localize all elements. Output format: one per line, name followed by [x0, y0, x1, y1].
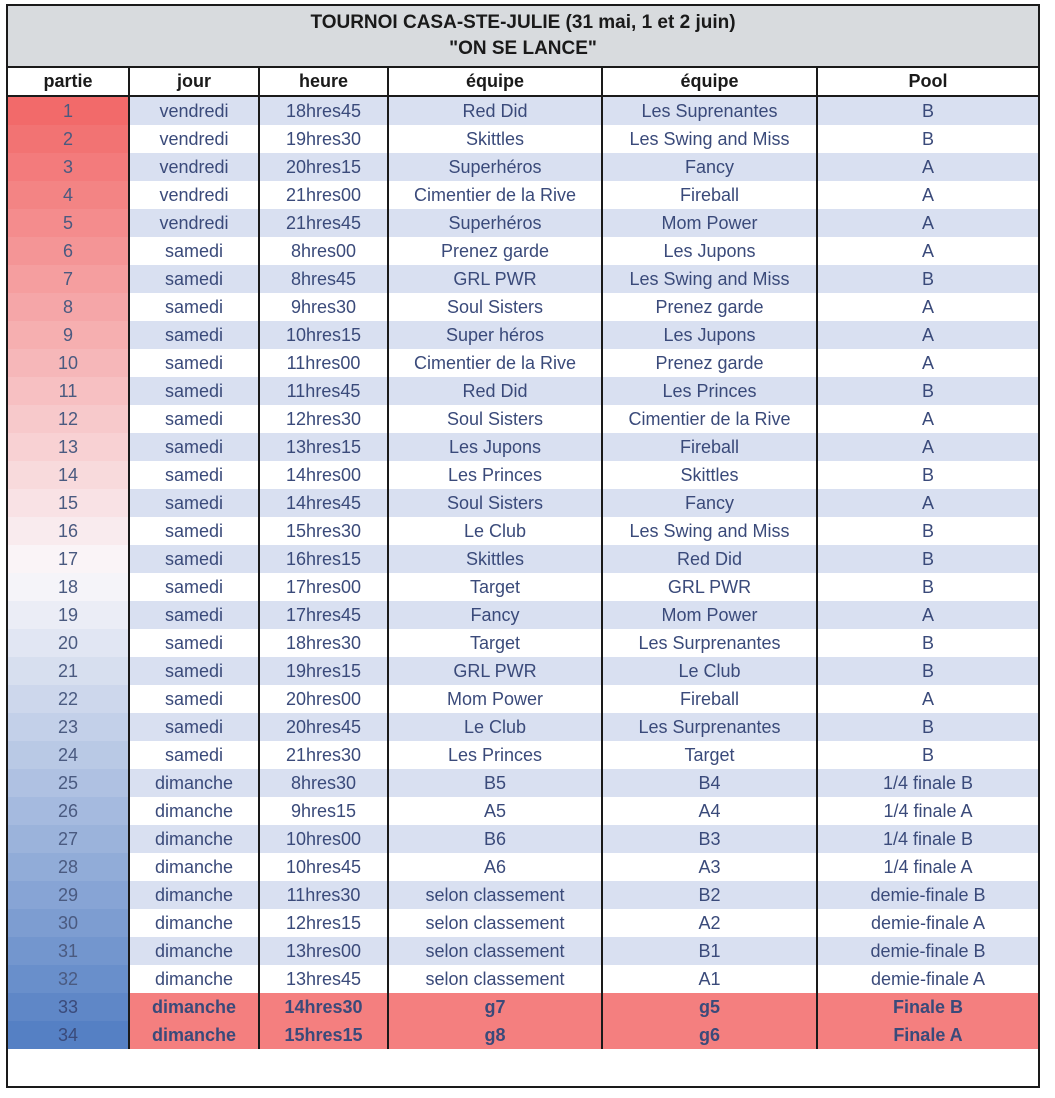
cell-partie: 24	[8, 741, 129, 769]
cell-pool: 1/4 finale B	[817, 769, 1038, 797]
cell-equipe-2: Red Did	[602, 545, 817, 573]
cell-equipe-2: Skittles	[602, 461, 817, 489]
cell-heure: 8hres45	[259, 265, 388, 293]
cell-equipe-2: Fireball	[602, 685, 817, 713]
cell-equipe-2: Mom Power	[602, 601, 817, 629]
cell-partie: 21	[8, 657, 129, 685]
cell-heure: 21hres30	[259, 741, 388, 769]
cell-pool: A	[817, 349, 1038, 377]
cell-heure: 21hres00	[259, 181, 388, 209]
cell-heure: 18hres45	[259, 96, 388, 125]
table-row	[8, 125, 1038, 153]
cell-partie: 23	[8, 713, 129, 741]
table-row	[8, 629, 1038, 657]
cell-jour: dimanche	[129, 881, 259, 909]
cell-pool: demie-finale A	[817, 909, 1038, 937]
cell-pool: A	[817, 489, 1038, 517]
cell-jour: vendredi	[129, 181, 259, 209]
cell-equipe-2: Target	[602, 741, 817, 769]
cell-equipe-2: B3	[602, 825, 817, 853]
cell-jour: dimanche	[129, 825, 259, 853]
cell-jour: samedi	[129, 377, 259, 405]
table-row	[8, 405, 1038, 433]
cell-partie: 27	[8, 825, 129, 853]
cell-pool: A	[817, 237, 1038, 265]
cell-jour: samedi	[129, 629, 259, 657]
cell-jour: samedi	[129, 349, 259, 377]
cell-partie: 3	[8, 153, 129, 181]
cell-heure: 8hres30	[259, 769, 388, 797]
cell-partie: 9	[8, 321, 129, 349]
cell-equipe-1: Target	[388, 573, 602, 601]
cell-equipe-1: Superhéros	[388, 209, 602, 237]
table-row	[8, 349, 1038, 377]
cell-heure: 17hres45	[259, 601, 388, 629]
cell-equipe-1: Mom Power	[388, 685, 602, 713]
cell-equipe-1: g7	[388, 993, 602, 1021]
cell-heure: 14hres00	[259, 461, 388, 489]
cell-jour: dimanche	[129, 993, 259, 1021]
cell-equipe-1: Soul Sisters	[388, 489, 602, 517]
cell-pool: A	[817, 601, 1038, 629]
cell-equipe-2: Prenez garde	[602, 349, 817, 377]
cell-heure: 12hres15	[259, 909, 388, 937]
cell-equipe-2: B4	[602, 769, 817, 797]
cell-equipe-1: B5	[388, 769, 602, 797]
cell-jour: samedi	[129, 741, 259, 769]
cell-equipe-1: Les Princes	[388, 461, 602, 489]
cell-pool: A	[817, 685, 1038, 713]
cell-heure: 15hres30	[259, 517, 388, 545]
table-row	[8, 573, 1038, 601]
table-row	[8, 1021, 1038, 1049]
cell-equipe-1: Super héros	[388, 321, 602, 349]
cell-equipe-2: Le Club	[602, 657, 817, 685]
cell-pool: B	[817, 517, 1038, 545]
table-row	[8, 769, 1038, 797]
cell-pool: B	[817, 461, 1038, 489]
cell-equipe-2: Les Jupons	[602, 321, 817, 349]
table-row	[8, 489, 1038, 517]
cell-partie: 33	[8, 993, 129, 1021]
cell-partie: 10	[8, 349, 129, 377]
cell-partie: 13	[8, 433, 129, 461]
cell-equipe-2: A2	[602, 909, 817, 937]
cell-equipe-1: Le Club	[388, 713, 602, 741]
cell-equipe-1: Target	[388, 629, 602, 657]
cell-jour: samedi	[129, 573, 259, 601]
header-pool: Pool	[817, 68, 1038, 96]
cell-equipe-2: Mom Power	[602, 209, 817, 237]
cell-pool: A	[817, 153, 1038, 181]
cell-equipe-1: Soul Sisters	[388, 293, 602, 321]
table-row	[8, 825, 1038, 853]
header-heure: heure	[259, 68, 388, 96]
cell-heure: 13hres45	[259, 965, 388, 993]
cell-equipe-2: Les Surprenantes	[602, 629, 817, 657]
cell-equipe-1: GRL PWR	[388, 265, 602, 293]
cell-pool: B	[817, 573, 1038, 601]
cell-equipe-1: Les Princes	[388, 741, 602, 769]
cell-partie: 4	[8, 181, 129, 209]
table-row	[8, 993, 1038, 1021]
cell-partie: 11	[8, 377, 129, 405]
cell-jour: dimanche	[129, 853, 259, 881]
cell-heure: 12hres30	[259, 405, 388, 433]
cell-jour: samedi	[129, 265, 259, 293]
cell-jour: samedi	[129, 237, 259, 265]
cell-jour: samedi	[129, 657, 259, 685]
cell-equipe-2: A3	[602, 853, 817, 881]
cell-equipe-1: selon classement	[388, 937, 602, 965]
cell-equipe-1: GRL PWR	[388, 657, 602, 685]
table-row	[8, 237, 1038, 265]
cell-pool: B	[817, 377, 1038, 405]
cell-jour: vendredi	[129, 209, 259, 237]
cell-equipe-1: selon classement	[388, 909, 602, 937]
cell-equipe-2: Les Suprenantes	[602, 96, 817, 125]
cell-equipe-2: B2	[602, 881, 817, 909]
cell-pool: B	[817, 629, 1038, 657]
cell-pool: B	[817, 741, 1038, 769]
cell-equipe-2: Les Swing and Miss	[602, 517, 817, 545]
cell-pool: B	[817, 713, 1038, 741]
cell-equipe-2: Prenez garde	[602, 293, 817, 321]
cell-pool: 1/4 finale B	[817, 825, 1038, 853]
header-equipe-1: équipe	[388, 68, 602, 96]
cell-partie: 17	[8, 545, 129, 573]
cell-heure: 10hres15	[259, 321, 388, 349]
cell-equipe-2: Les Swing and Miss	[602, 265, 817, 293]
cell-partie: 7	[8, 265, 129, 293]
cell-equipe-1: Soul Sisters	[388, 405, 602, 433]
cell-partie: 18	[8, 573, 129, 601]
cell-partie: 12	[8, 405, 129, 433]
cell-pool: B	[817, 545, 1038, 573]
cell-partie: 5	[8, 209, 129, 237]
cell-pool: B	[817, 265, 1038, 293]
cell-pool: A	[817, 321, 1038, 349]
cell-heure: 20hres15	[259, 153, 388, 181]
cell-equipe-1: Prenez garde	[388, 237, 602, 265]
table-row	[8, 601, 1038, 629]
cell-pool: A	[817, 433, 1038, 461]
cell-jour: samedi	[129, 405, 259, 433]
cell-pool: demie-finale B	[817, 881, 1038, 909]
cell-equipe-1: Red Did	[388, 96, 602, 125]
table-row	[8, 377, 1038, 405]
header-jour: jour	[129, 68, 259, 96]
cell-equipe-1: Fancy	[388, 601, 602, 629]
cell-heure: 10hres45	[259, 853, 388, 881]
table-row	[8, 321, 1038, 349]
cell-partie: 6	[8, 237, 129, 265]
table-row	[8, 685, 1038, 713]
cell-equipe-2: Les Swing and Miss	[602, 125, 817, 153]
table-row	[8, 265, 1038, 293]
schedule-table	[8, 68, 1038, 1049]
cell-partie: 2	[8, 125, 129, 153]
header-row	[8, 68, 1038, 96]
cell-equipe-1: Skittles	[388, 545, 602, 573]
cell-pool: B	[817, 96, 1038, 125]
cell-partie: 8	[8, 293, 129, 321]
cell-equipe-2: A4	[602, 797, 817, 825]
cell-jour: samedi	[129, 685, 259, 713]
cell-heure: 11hres30	[259, 881, 388, 909]
cell-heure: 10hres00	[259, 825, 388, 853]
cell-equipe-2: Les Jupons	[602, 237, 817, 265]
cell-heure: 20hres00	[259, 685, 388, 713]
cell-jour: vendredi	[129, 153, 259, 181]
table-row	[8, 517, 1038, 545]
cell-jour: samedi	[129, 517, 259, 545]
cell-pool: Finale B	[817, 993, 1038, 1021]
cell-equipe-2: B1	[602, 937, 817, 965]
cell-partie: 25	[8, 769, 129, 797]
cell-equipe-2: A1	[602, 965, 817, 993]
cell-equipe-2: Les Surprenantes	[602, 713, 817, 741]
cell-heure: 21hres45	[259, 209, 388, 237]
cell-heure: 20hres45	[259, 713, 388, 741]
cell-partie: 1	[8, 96, 129, 125]
cell-partie: 16	[8, 517, 129, 545]
cell-equipe-2: GRL PWR	[602, 573, 817, 601]
header-partie: partie	[8, 68, 129, 96]
table-row	[8, 713, 1038, 741]
cell-heure: 11hres45	[259, 377, 388, 405]
cell-equipe-1: selon classement	[388, 881, 602, 909]
title-banner	[8, 6, 1038, 68]
cell-equipe-1: B6	[388, 825, 602, 853]
cell-equipe-2: Fancy	[602, 153, 817, 181]
cell-jour: dimanche	[129, 909, 259, 937]
cell-pool: demie-finale B	[817, 937, 1038, 965]
cell-equipe-2: g5	[602, 993, 817, 1021]
cell-equipe-2: Cimentier de la Rive	[602, 405, 817, 433]
cell-equipe-1: Cimentier de la Rive	[388, 181, 602, 209]
cell-jour: dimanche	[129, 769, 259, 797]
cell-pool: demie-finale A	[817, 965, 1038, 993]
table-row	[8, 881, 1038, 909]
cell-heure: 8hres00	[259, 237, 388, 265]
cell-pool: 1/4 finale A	[817, 797, 1038, 825]
cell-equipe-1: selon classement	[388, 965, 602, 993]
table-row	[8, 209, 1038, 237]
cell-jour: dimanche	[129, 965, 259, 993]
cell-equipe-1: A5	[388, 797, 602, 825]
cell-jour: samedi	[129, 489, 259, 517]
cell-heure: 16hres15	[259, 545, 388, 573]
table-row	[8, 909, 1038, 937]
cell-heure: 19hres15	[259, 657, 388, 685]
cell-equipe-2: Fireball	[602, 433, 817, 461]
cell-equipe-1: Les Jupons	[388, 433, 602, 461]
cell-equipe-1: Skittles	[388, 125, 602, 153]
table-row	[8, 153, 1038, 181]
cell-jour: dimanche	[129, 937, 259, 965]
cell-pool: A	[817, 293, 1038, 321]
table-row	[8, 545, 1038, 573]
cell-jour: samedi	[129, 545, 259, 573]
cell-pool: A	[817, 405, 1038, 433]
cell-partie: 31	[8, 937, 129, 965]
cell-equipe-1: Cimentier de la Rive	[388, 349, 602, 377]
cell-pool: B	[817, 657, 1038, 685]
cell-jour: samedi	[129, 293, 259, 321]
cell-heure: 18hres30	[259, 629, 388, 657]
table-row	[8, 461, 1038, 489]
cell-heure: 9hres15	[259, 797, 388, 825]
cell-partie: 30	[8, 909, 129, 937]
cell-partie: 29	[8, 881, 129, 909]
table-row	[8, 433, 1038, 461]
cell-equipe-1: A6	[388, 853, 602, 881]
table-row	[8, 181, 1038, 209]
cell-equipe-2: Fancy	[602, 489, 817, 517]
cell-jour: samedi	[129, 713, 259, 741]
cell-partie: 28	[8, 853, 129, 881]
cell-heure: 15hres15	[259, 1021, 388, 1049]
cell-pool: A	[817, 181, 1038, 209]
cell-equipe-1: g8	[388, 1021, 602, 1049]
title-line-1: TOURNOI CASA-STE-JULIE (31 mai, 1 et 2 juin)	[310, 12, 736, 33]
cell-heure: 19hres30	[259, 125, 388, 153]
header-equipe-2: équipe	[602, 68, 817, 96]
cell-heure: 9hres30	[259, 293, 388, 321]
cell-jour: samedi	[129, 461, 259, 489]
cell-equipe-1: Superhéros	[388, 153, 602, 181]
cell-partie: 15	[8, 489, 129, 517]
table-row	[8, 96, 1038, 125]
cell-partie: 20	[8, 629, 129, 657]
title-line-2: "ON SE LANCE"	[449, 38, 597, 59]
cell-partie: 32	[8, 965, 129, 993]
cell-equipe-2: g6	[602, 1021, 817, 1049]
cell-jour: dimanche	[129, 1021, 259, 1049]
cell-pool: A	[817, 209, 1038, 237]
cell-jour: samedi	[129, 321, 259, 349]
cell-jour: vendredi	[129, 125, 259, 153]
cell-jour: samedi	[129, 433, 259, 461]
cell-equipe-1: Red Did	[388, 377, 602, 405]
cell-pool: B	[817, 125, 1038, 153]
cell-jour: samedi	[129, 601, 259, 629]
cell-partie: 34	[8, 1021, 129, 1049]
cell-heure: 11hres00	[259, 349, 388, 377]
cell-pool: Finale A	[817, 1021, 1038, 1049]
cell-heure: 14hres45	[259, 489, 388, 517]
table-row	[8, 741, 1038, 769]
cell-equipe-2: Fireball	[602, 181, 817, 209]
schedule-sheet	[6, 4, 1040, 1088]
cell-partie: 19	[8, 601, 129, 629]
cell-partie: 22	[8, 685, 129, 713]
cell-equipe-1: Le Club	[388, 517, 602, 545]
schedule-body	[8, 96, 1038, 1049]
table-row	[8, 965, 1038, 993]
table-row	[8, 853, 1038, 881]
table-row	[8, 293, 1038, 321]
cell-jour: vendredi	[129, 96, 259, 125]
table-row	[8, 797, 1038, 825]
cell-equipe-2: Les Princes	[602, 377, 817, 405]
cell-heure: 17hres00	[259, 573, 388, 601]
cell-pool: 1/4 finale A	[817, 853, 1038, 881]
cell-heure: 14hres30	[259, 993, 388, 1021]
cell-jour: dimanche	[129, 797, 259, 825]
cell-partie: 26	[8, 797, 129, 825]
table-row	[8, 657, 1038, 685]
cell-partie: 14	[8, 461, 129, 489]
cell-heure: 13hres15	[259, 433, 388, 461]
table-row	[8, 937, 1038, 965]
cell-heure: 13hres00	[259, 937, 388, 965]
